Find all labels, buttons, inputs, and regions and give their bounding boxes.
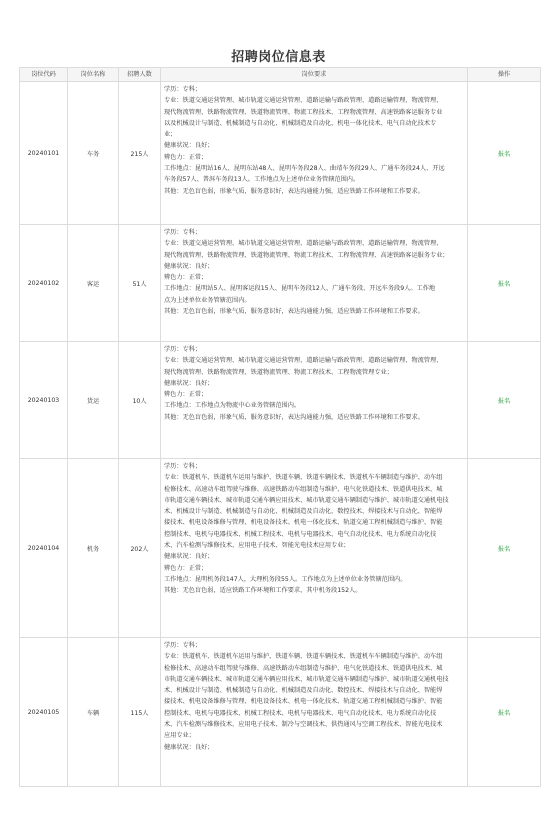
- requirement-line: 现代物流管理、铁路物流管理、铁道物流管理、物流工程技术、工程物流管理、高速铁路客运服务专业；: [164, 251, 449, 259]
- table-row: [20, 459, 541, 638]
- apply-cell: [468, 459, 541, 638]
- requirement-line: 辨色力：正常；: [164, 153, 208, 161]
- header-requirements: 岗位要求: [161, 68, 468, 82]
- job-count-cell: 202人: [119, 459, 161, 638]
- table-row: [20, 82, 541, 225]
- requirement-line: 健康状况：良好；: [164, 142, 214, 150]
- requirement-line: 车务段57人、普洱车务段13人。工作地点为上述单位业务管辖范围内。: [164, 176, 360, 184]
- apply-cell: [468, 342, 541, 459]
- requirement-line: 现代物流管理、铁路物流管理、铁道物流管理、物流工程技术、工程物流管理、高速铁路客运服务专业: [164, 108, 443, 116]
- requirement-line: 市轨道交通车辆技术、城市轨道交通车辆应用技术、城市轨道交通车辆制造与维护、城市轨道交通机电技: [164, 496, 449, 504]
- requirement-line: 健康状况：良好；: [164, 262, 214, 270]
- requirement-line: 学历：专科；: [164, 463, 202, 470]
- requirement-line: 学历：专科；: [164, 86, 202, 93]
- job-count-cell: 51人: [119, 225, 161, 342]
- header-count: 招聘人数: [119, 68, 161, 82]
- requirement-line: 其他：无色盲色弱，适应铁路工作环境和工作要求，其中机务段152人。: [164, 587, 362, 595]
- requirement-line: 业；: [164, 131, 177, 139]
- requirement-line: 其他：无色盲色弱，形象气质，服务意识好，表达沟通能力强，适应铁路工作环境和工作要求。: [164, 308, 424, 316]
- job-count-cell: 10人: [119, 342, 161, 459]
- requirement-line: 专业：铁道机车、铁道机车运用与维护、铁道车辆、铁道车辆技术、铁道机车车辆制造与维护、动车组: [164, 474, 443, 482]
- requirement-line: 其他：无色盲色弱，形象气质，服务意识好，表达沟通能力强，适应铁路工作环境和工作要求。: [164, 413, 424, 421]
- job-name-cell: 客运: [68, 225, 119, 342]
- apply-link[interactable]: 报名: [497, 709, 511, 717]
- requirement-line: 检修技术、高速动车组驾驶与维修、高速铁路动车组制造与维护、电气化铁道技术、铁道供电技术、城: [164, 485, 443, 493]
- job-code-cell: 20240105: [20, 638, 68, 787]
- requirement-line: 术、汽车检测与维修技术、应用电子技术、制冷与空调技术、供热通风与空调工程技术、智能光电技术: [164, 721, 443, 729]
- job-code-cell: 20240101: [20, 82, 68, 225]
- job-code-cell: 20240104: [20, 459, 68, 638]
- header-code: 岗位代码: [20, 68, 68, 82]
- requirement-line: 术、机械设计与制造、机械制造与自动化、机械制造及自动化、数控技术、焊接技术与自动化、智能焊: [164, 508, 443, 516]
- requirement-line: 专业：铁道交通运营管理、城市轨道交通运营管理、道路运输与路政管理、道路运输管理、物流管理、: [164, 97, 443, 105]
- header-action: 操作: [468, 68, 541, 82]
- requirement-line: 学历：专科；: [164, 346, 202, 353]
- table-row: [20, 342, 541, 459]
- apply-cell: [468, 225, 541, 342]
- requirement-line: 学历：专科；: [164, 642, 202, 649]
- job-requirements-cell: [161, 82, 468, 225]
- job-code-cell: 20240103: [20, 342, 68, 459]
- requirement-line: 控制技术、电机与电器技术、机械工程技术、电机与电器技术、电气自动化技术、电力系统自动化技: [164, 709, 437, 717]
- requirement-line: 工作地点：昆明机务段147人，大理机务段55人。工作地点为上述单位业务管辖范围内。: [164, 575, 407, 583]
- requirement-line: 市轨道交通车辆技术、城市轨道交通车辆应用技术、城市轨道交通车辆制造与维护、城市轨道交通机电技: [164, 675, 449, 683]
- requirement-line: 接技术、机电设备维修与管理、机电设备技术、机电一体化技术、轨道交通工程机械制造与维护、智能: [164, 519, 443, 527]
- requirement-line: 以及机械设计与制造、机械制造与自动化、机械制造及自动化、机电一体化技术、电气自动化技术专: [164, 119, 437, 127]
- job-requirements-cell: [161, 459, 468, 638]
- requirement-line: 专业：铁道交通运营管理、城市轨道交通运营管理、道路运输与路政管理、道路运输管理、物流管理、: [164, 357, 443, 365]
- requirement-line: 工作地点：昆明站16人、昆明东站48人、昆明车务段28人、曲靖车务段29人、广通车务段24人、开远: [164, 165, 445, 173]
- requirement-line: 健康状况：良好；: [164, 379, 214, 387]
- requirement-line: 现代物流管理、铁路物流管理、铁道物流管理、物流工程技术、工程物流管理专业；: [164, 368, 393, 376]
- requirement-line: 工作地点：工作地点为物流中心业务管辖范围内。: [164, 402, 301, 410]
- requirement-line: 点为上述单位业务管辖范围内。: [164, 296, 251, 304]
- requirement-line: 术、汽车检测与维修技术、应用电子技术、智能光电技术应用专业；: [164, 542, 350, 550]
- table-row: [20, 638, 541, 787]
- apply-cell: [468, 82, 541, 225]
- table-header-row: [20, 68, 541, 82]
- requirement-line: 辨色力：正常；: [164, 564, 208, 572]
- apply-link[interactable]: 报名: [497, 545, 511, 553]
- requirement-line: 应用专业；: [164, 732, 195, 740]
- job-code-cell: 20240102: [20, 225, 68, 342]
- requirement-line: 健康状况：良好；: [164, 743, 214, 751]
- requirement-line: 专业：铁道机车、铁道机车运用与维护、铁道车辆、铁道车辆技术、铁道机车车辆制造与维护、动车组: [164, 653, 443, 661]
- page-title: 招聘岗位信息表: [231, 50, 326, 65]
- table-row: [20, 225, 541, 342]
- apply-link[interactable]: 报名: [497, 397, 511, 405]
- requirement-line: 工作地点：昆明站5人、昆明客运段15人、昆明车务段12人、广通车务段、开远车务段9人。工作地: [164, 285, 436, 293]
- requirement-line: 辨色力：正常；: [164, 274, 208, 282]
- job-count-cell: 215人: [119, 82, 161, 225]
- header-name: 岗位名称: [68, 68, 119, 82]
- requirement-line: 检修技术、高速动车组驾驶与维修、高速铁路动车组制造与维护、电气化铁道技术、铁道供电技术、城: [164, 664, 443, 672]
- job-name-cell: 货运: [68, 342, 119, 459]
- requirement-line: 控制技术、电机与电器技术、机械工程技术、电机与电器技术、电气自动化技术、电力系统自动化技: [164, 530, 437, 538]
- job-name-cell: 机务: [68, 459, 119, 638]
- job-name-cell: 车辆: [68, 638, 119, 787]
- requirement-line: 接技术、机电设备维修与管理、机电设备技术、机电一体化技术、轨道交通工程机械制造与维护、智能: [164, 698, 443, 706]
- requirement-line: 术、机械设计与制造、机械制造与自动化、机械制造及自动化、数控技术、焊接技术与自动化、智能焊: [164, 687, 443, 695]
- requirement-line: 专业：铁道交通运营管理、城市轨道交通运营管理、道路运输与路政管理、道路运输管理、物流管理、: [164, 240, 443, 248]
- apply-link[interactable]: 报名: [497, 150, 511, 158]
- job-requirements-cell: [161, 225, 468, 342]
- requirement-line: 学历：专科；: [164, 229, 202, 236]
- apply-cell: [468, 638, 541, 787]
- job-name-cell: 车务: [68, 82, 119, 225]
- job-requirements-cell: [161, 342, 468, 459]
- apply-link[interactable]: 报名: [497, 280, 511, 288]
- job-table: [19, 67, 541, 787]
- job-count-cell: 115人: [119, 638, 161, 787]
- table-body: [20, 82, 541, 787]
- requirement-line: 其他：无色盲色弱，形象气质，服务意识好，表达沟通能力强，适应铁路工作环境和工作要求。: [164, 187, 424, 195]
- requirement-line: 健康状况：良好；: [164, 553, 214, 561]
- job-requirements-cell: [161, 638, 468, 787]
- requirement-line: 辨色力：正常；: [164, 391, 208, 399]
